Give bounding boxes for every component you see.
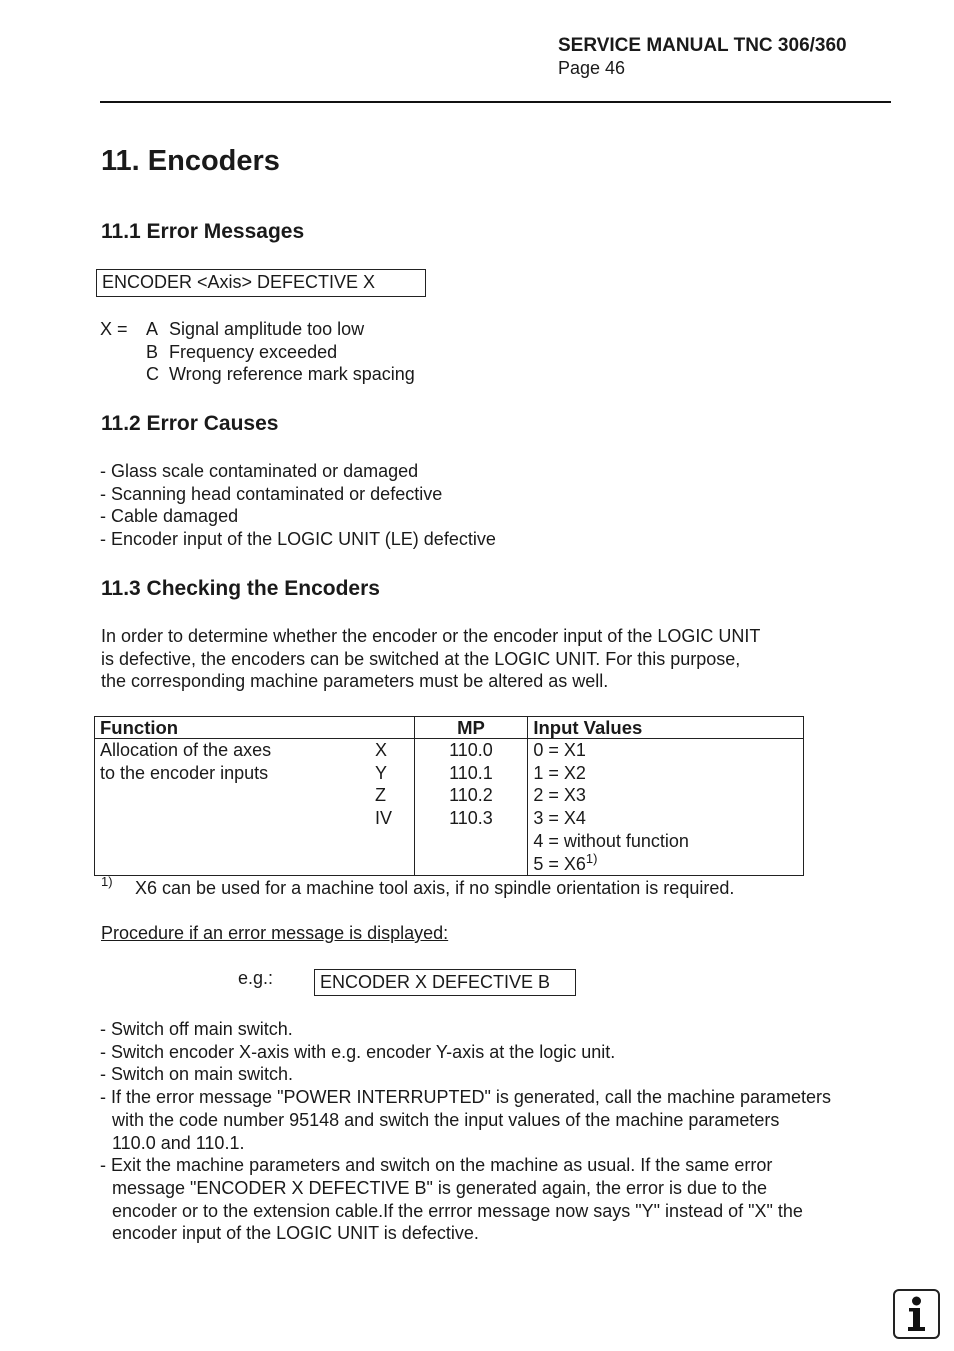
list-item: - Cable damaged [100,506,239,527]
step-line: message "ENCODER X DEFECTIVE B" is generated again, the error is due to the [112,1177,768,1198]
list-item: - Encoder input of the LOGIC UNIT (LE) defective [100,529,496,550]
intro-paragraph [101,625,760,693]
paragraph-line: is defective, the encoders can be switched at the LOGIC UNIT. For this purpose, [101,648,741,669]
step-line: encoder input of the LOGIC UNIT is defective. [112,1223,479,1244]
step-line: - Exit the machine parameters and switch on the machine as usual. If the same error [100,1155,773,1176]
error-code-item [146,363,415,386]
example-message-box [314,969,576,996]
input-value: 5 = X6 [533,853,586,874]
mp-cell [414,739,528,876]
error-code-text: Wrong reference mark spacing [169,364,415,385]
page-number: Page 46 [558,58,626,78]
step-line: - Switch on main switch. [100,1064,294,1085]
step-line: - Switch encoder X-axis with e.g. encoder Y-axis at the logic unit. [100,1041,616,1062]
mp-value: 110.0 [449,740,493,760]
x-label: X = [100,319,128,339]
table-row [95,739,804,876]
input-value: 2 = X3 [533,785,586,806]
manual-title: SERVICE MANUAL TNC 306/360 [558,35,847,56]
error-message-text: ENCODER <Axis> DEFECTIVE X [102,272,376,292]
error-message-box [96,269,426,297]
paragraph-line: the corresponding machine parameters must be altered as well. [101,671,609,692]
error-code-item [146,318,415,341]
mp-value: 110.1 [449,762,493,783]
example-label: e.g.: [238,968,274,988]
function-cell [95,739,415,876]
step-line: encoder or to the extension cable.If the errror message now says "Y" instead of "X" the [112,1200,803,1221]
mp-value: 110.3 [449,808,493,829]
section-title-checking-encoders: 11.3 Checking the Encoders [101,577,380,600]
column-header-input-values: Input Values [528,717,804,739]
function-line: to the encoder inputs [100,762,269,783]
procedure-heading: Procedure if an error message is displayed: [101,923,449,943]
mp-value: 110.2 [449,785,493,806]
input-value: 3 = X4 [533,808,586,829]
info-icon [893,1289,940,1339]
error-code: A [146,319,159,339]
input-value-with-footnote [533,850,798,876]
error-code-text: Signal amplitude too low [169,319,365,339]
example-message-text: ENCODER X DEFECTIVE B [320,972,551,992]
step-line: - Switch off main switch. [100,1019,293,1039]
input-values-cell [528,739,804,876]
section-title-error-messages: 11.1 Error Messages [101,220,305,243]
table-header-row [95,717,804,739]
function-line: Allocation of the axes [100,740,272,760]
step-line: - If the error message "POWER INTERRUPTED" is generated, call the machine parameters [100,1087,832,1108]
info-icon-glyph [895,1291,938,1337]
machine-parameter-table [94,716,804,876]
error-code-item [146,341,415,364]
paragraph-line: In order to determine whether the encoder or the encoder input of the LOGIC UNIT [101,626,761,646]
list-item: - Glass scale contaminated or damaged [100,461,419,481]
axis-label: Z [375,785,386,806]
procedure-steps [100,1018,900,1245]
input-value: 4 = without function [533,830,689,851]
footnote-text: X6 can be used for a machine tool axis, if no spindle orientation is required. [135,878,735,898]
error-code: B [146,341,159,362]
footnote-mark: 1) [101,874,113,889]
column-header-function: Function [95,717,415,739]
header-rule [100,101,891,103]
axis-label: Y [375,762,388,783]
error-code-text: Frequency exceeded [169,341,338,362]
footnote-marker: 1) [585,850,598,866]
list-item: - Scanning head contaminated or defective [100,483,443,504]
section-title-error-causes: 11.2 Error Causes [101,412,279,435]
axis-label: X [375,740,388,760]
error-code-list [146,318,415,386]
input-value: 1 = X2 [533,762,586,783]
step-line: 110.0 and 110.1. [112,1132,245,1153]
input-value: 0 = X1 [533,740,586,760]
axis-list [375,739,405,830]
axis-label: IV [375,808,393,829]
error-code: C [146,364,159,385]
step-line: with the code number 95148 and switch the input values of the machine parameters [112,1109,780,1130]
chapter-title: 11. Encoders [101,145,280,177]
column-header-mp: MP [414,717,528,739]
error-causes-list [100,460,496,551]
